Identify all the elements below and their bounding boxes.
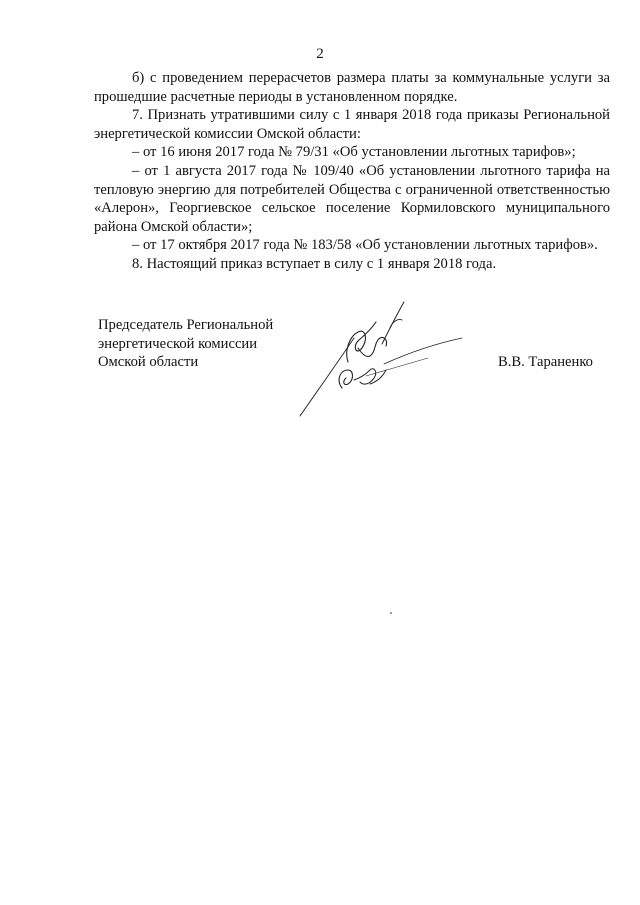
paragraph-8: 8. Настоящий приказ вступает в силу с 1 января 2018 года. [132,255,497,272]
paragraph-7: 7. Признать утратившими силу с 1 января 2018 года приказы Региональной энергетической комиссии Омской области: [94,107,610,142]
handwritten-signature [296,298,466,428]
page-number: 2 [316,46,324,62]
signer-position [98,316,318,372]
signer-position-line-2: энергетической комиссии [98,335,258,352]
signer-name: В.В. Тараненко [498,354,593,370]
paragraph-7-item-3: – от 17 октября 2017 года № 183/58 «Об установлении льготных тарифов». [132,237,598,254]
paragraph-b: б) с проведением перерасчетов размера платы за коммунальные услуги за прошедшие расчетные периоды в установленном порядке. [94,70,610,105]
document-body [94,69,610,274]
paragraph-7-item-1: – от 16 июня 2017 года № 79/31 «Об установлении льготных тарифов»; [132,144,576,161]
signer-position-line-3: Омской области [98,354,199,371]
scan-speck [390,612,392,614]
signer-position-line-1: Председатель Региональной [98,317,274,333]
paragraph-7-item-2: – от 1 августа 2017 года № 109/40 «Об установлении льготного тарифа на тепловую энергию для потребителей Общества с ограниченной ответственностью «Алерон», Георгиевское сельское поселение Кормиловского муниципального района Омской области»; [94,162,610,235]
